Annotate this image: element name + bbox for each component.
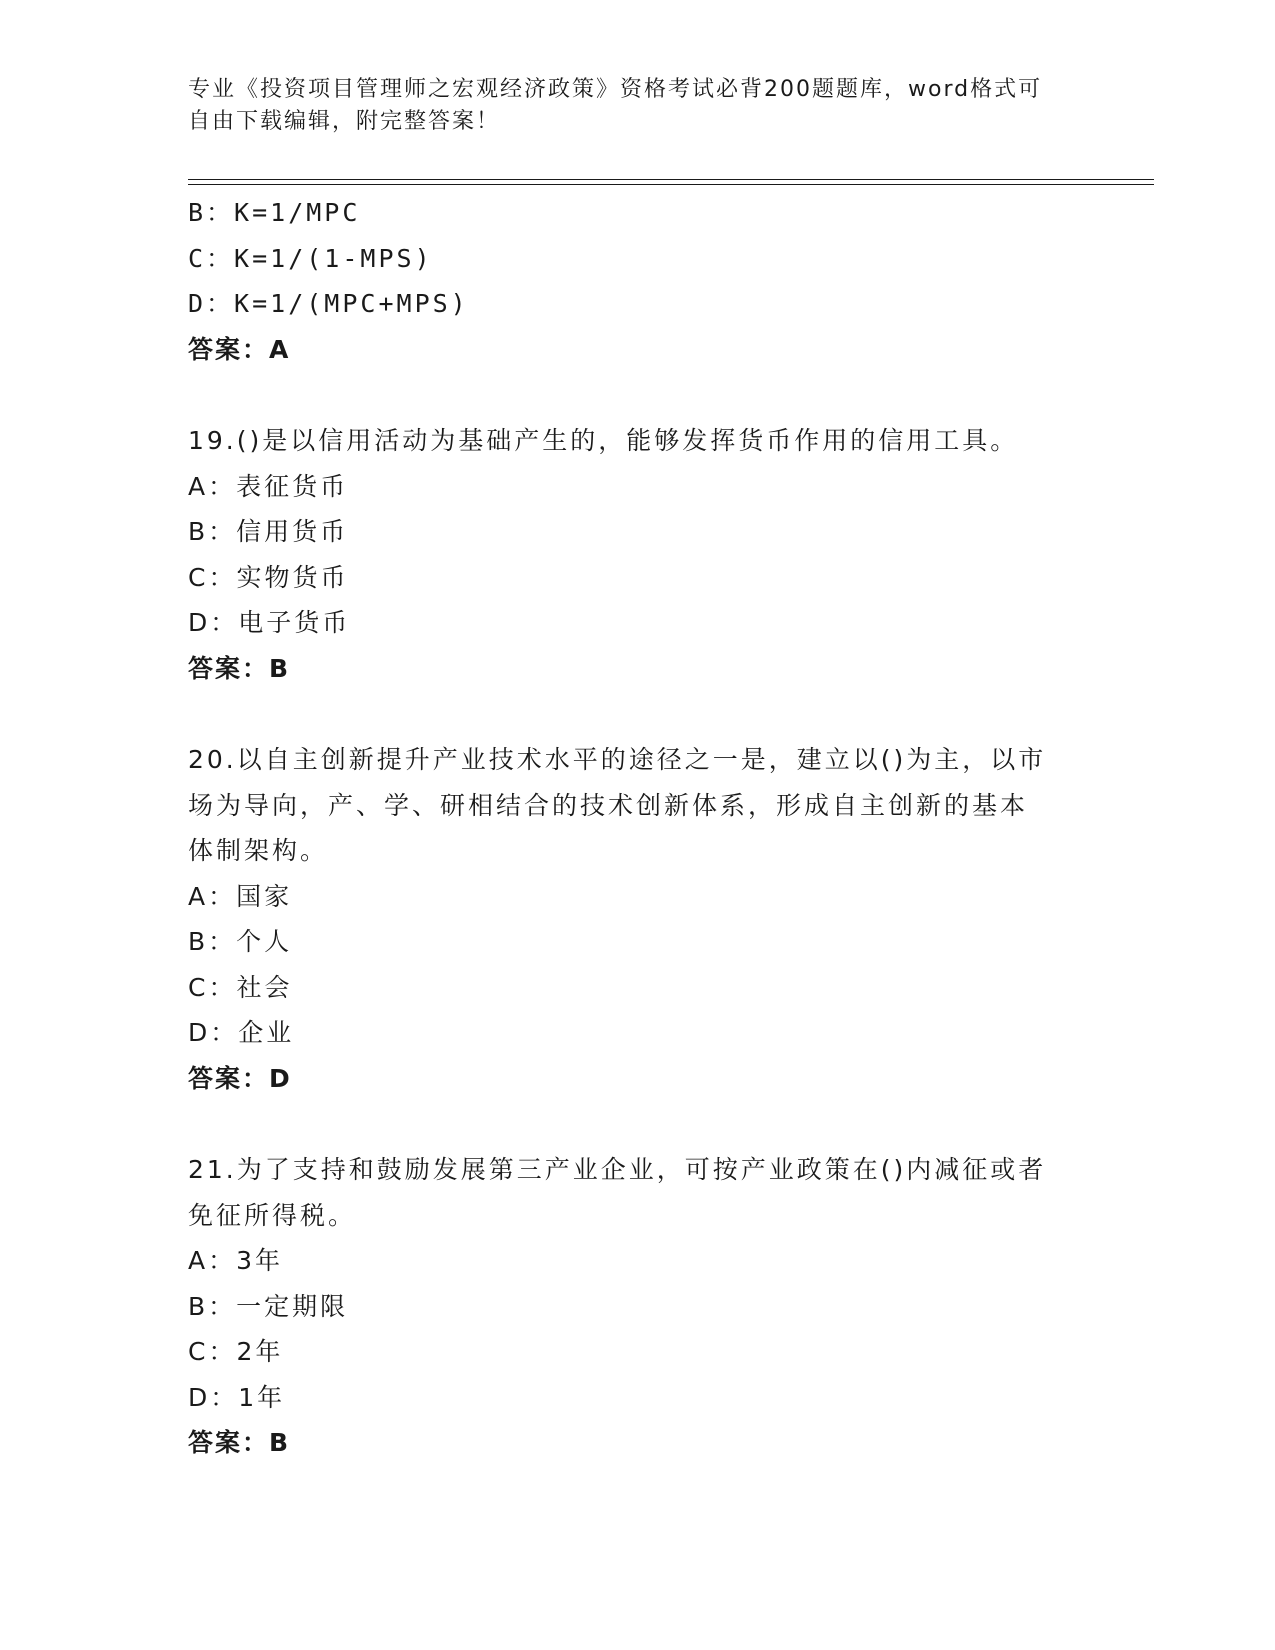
q20-answer: 答案：D [188,1063,292,1093]
question-20 [188,737,1088,1101]
question-19 [188,418,1088,691]
q21-option-a: A：3年 [188,1246,284,1275]
document-header [188,74,1088,138]
q18-option-d: D：K=1/(MPC+MPS) [188,289,469,318]
q20-stem-line-1: 20.以自主创新提升产业技术水平的途径之一是，建立以()为主，以市 [188,745,1047,774]
q21-stem-line-1: 21.为了支持和鼓励发展第三产业企业，可按产业政策在()内减征或者 [188,1155,1047,1184]
q20-option-a: A：国家 [188,881,293,911]
q19-option-b: B：信用货币 [188,517,349,546]
q19-option-d: D：电子货币 [188,608,351,637]
q20-stem-line-3: 体制架构。 [188,836,329,865]
q21-answer: 答案：B [188,1428,291,1457]
q20-stem-line-2: 场为导向，产、学、研相结合的技术创新体系，形成自主创新的基本 [188,790,1029,820]
q18-option-b: B：K=1/MPC [188,198,361,227]
q18-option-c: C：K=1/(1-MPS) [188,243,433,273]
q19-option-c: C：实物货币 [188,562,349,592]
spacer [188,691,1088,737]
header-divider-top [188,179,1154,180]
spacer [188,372,1088,418]
q20-option-c: C：社会 [188,972,293,1002]
spacer [188,1101,1088,1147]
q21-option-b: B：一定期限 [188,1291,349,1321]
q21-option-c: C：2年 [188,1337,284,1366]
header-line-2: 自由下载编辑，附完整答案！ [188,109,501,134]
q21-option-d: D：1年 [188,1382,286,1412]
q20-option-d: D：企业 [188,1018,295,1047]
question-list [188,190,1088,1466]
q19-stem: 19.()是以信用活动为基础产生的，能够发挥货币作用的信用工具。 [188,426,1019,455]
header-line-1: 专业《投资项目管理师之宏观经济政策》资格考试必背200题题库，word格式可 [188,77,1043,102]
header-divider-bottom [188,184,1154,185]
q19-answer: 答案：B [188,653,291,683]
q21-stem-line-2: 免征所得税。 [188,1200,357,1230]
q19-option-a: A：表征货币 [188,471,349,501]
q20-option-b: B：个人 [188,927,293,956]
q18-answer: 答案：A [188,334,291,364]
question-18 [188,190,1088,372]
question-21 [188,1147,1088,1466]
